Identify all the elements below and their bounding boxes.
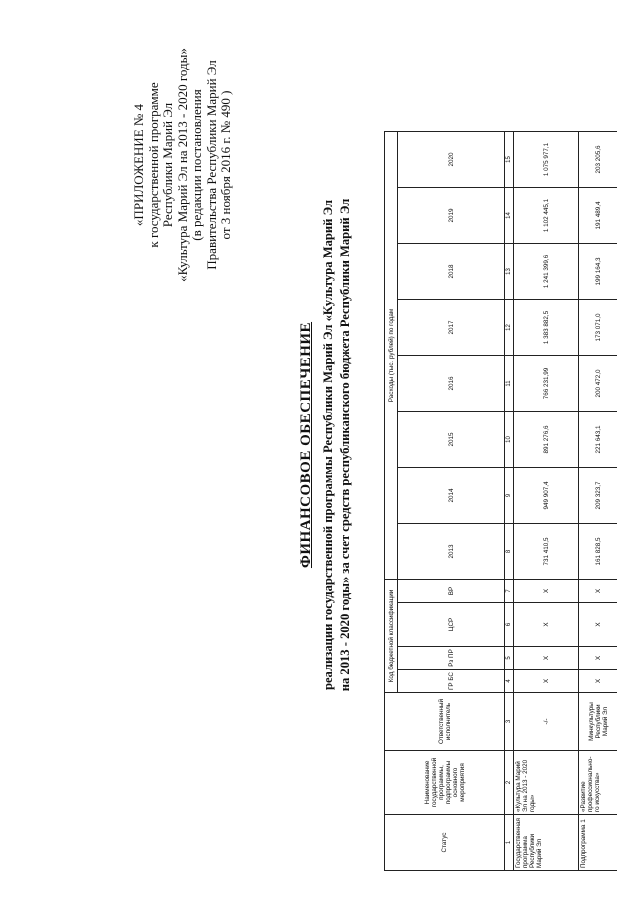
row-executor: Минкультуры Республики Марий Эл [579,693,618,751]
row-value: 731 410,5 [514,524,579,580]
row-value: 209 323,7 [579,468,618,524]
row-rzpr: X [514,647,579,670]
col-year-header: 2015 [398,412,505,468]
row-value: 766 231,99 [514,356,579,412]
document-title: ФИНАНСОВОЕ ОБЕСПЕЧЕНИЕ [298,321,314,569]
table-row [579,132,618,871]
column-number-row [505,132,514,871]
row-value: 199 164,3 [579,244,618,300]
column-number: 8 [505,524,514,580]
row-value: 1 075 977,1 [514,132,579,188]
column-number: 5 [505,647,514,670]
row-vr: X [579,580,618,603]
expenses-header: Расходы (тыс. рублей) по годам [385,132,398,580]
financing-table [384,131,617,871]
subtitle-line: реализации государственной программы Республики Марий Эл «Культура Марий Эл [321,199,335,691]
row-value: 949 907,4 [514,468,579,524]
row-value: 173 071,0 [579,300,618,356]
row-rzpr: X [579,647,618,670]
row-vr: X [514,580,579,603]
appendix-line: к государственной программе [145,82,161,248]
row-value: 221 643,1 [579,412,618,468]
table-row [514,132,579,871]
row-value: 891 276,6 [514,412,579,468]
column-number: 6 [505,603,514,647]
col-vr-header: ВР [398,580,505,603]
column-number: 14 [505,188,514,244]
row-grbs: X [514,670,579,693]
row-value: 203 205,6 [579,132,618,188]
column-number: 1 [505,815,514,871]
column-number: 12 [505,300,514,356]
col-name-header: Наименование государственной программы, подпрограммы основного мероприятия [385,751,505,815]
column-number: 3 [505,693,514,751]
appendix-line: Правительства Республики Марий Эл [203,60,219,270]
col-year-header: 2013 [398,524,505,580]
col-year-header: 2017 [398,300,505,356]
col-executor-header: Ответственный исполнитель [385,693,505,751]
row-grbs: X [579,670,618,693]
row-name: «Развитие профессионально-го искусства» [579,751,618,815]
row-value: 191 489,4 [579,188,618,244]
col-year-header: 2020 [398,132,505,188]
col-status-header: Статус [385,815,505,871]
row-value: 1 383 882,5 [514,300,579,356]
row-status: Государственная программа Республики Марий Эл [514,815,579,871]
appendix-line: «ПРИЛОЖЕНИЕ № 4 [131,103,146,227]
col-year-header: 2014 [398,468,505,524]
column-number: 11 [505,356,514,412]
row-value: 200 472,0 [579,356,618,412]
column-number: 13 [505,244,514,300]
col-year-header: 2018 [398,244,505,300]
column-number: 15 [505,132,514,188]
row-executor: -/- [514,693,579,751]
row-value: 1 241 399,6 [514,244,579,300]
row-name: «Культура Марий Эл на 2013 - 2020 годы» [514,751,579,815]
column-number: 2 [505,751,514,815]
col-year-header: 2016 [398,356,505,412]
col-csr-header: ЦСР [398,603,505,647]
budget-code-header: Код бюджетной классификации [385,580,398,693]
column-number: 7 [505,580,514,603]
appendix-header [132,45,234,285]
row-value: 161 828,5 [579,524,618,580]
col-grbs-header: ГР БС [398,670,505,693]
column-number: 9 [505,468,514,524]
row-csr: X [514,603,579,647]
column-number: 4 [505,670,514,693]
row-status: Подпрограмма 1 [579,815,618,871]
column-number: 10 [505,412,514,468]
row-value: 1 102 445,1 [514,188,579,244]
appendix-line: (в редакции постановления [189,89,204,241]
appendix-line: от 3 ноября 2016 г. № 490 ) [218,90,233,240]
col-year-header: 2019 [398,188,505,244]
appendix-line: Республики Марий Эл [160,102,175,228]
subtitle-line: на 2013 - 2020 годы» за счет средств республиканского бюджета Республики Марий Эл [338,198,352,692]
col-rzpr-header: Рз ПР [398,647,505,670]
appendix-line: «Культура Марий Эл на 2013 - 2020 годы» [174,48,190,282]
document-subtitle [320,35,354,855]
row-csr: X [579,603,618,647]
